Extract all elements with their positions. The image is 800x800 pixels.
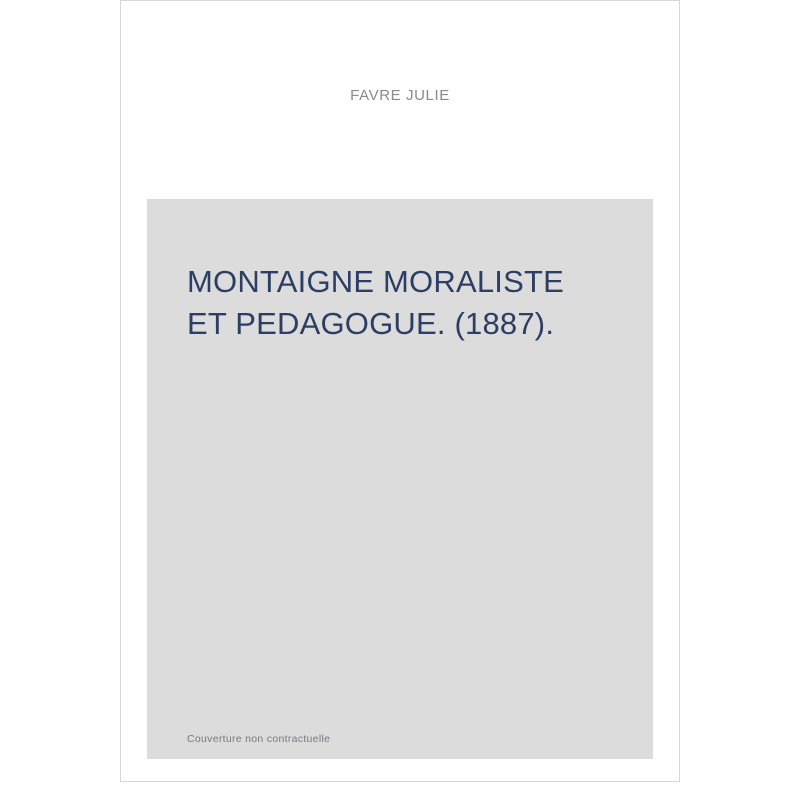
- author-name: FAVRE JULIE: [350, 87, 450, 104]
- cover-disclaimer: Couverture non contractuelle: [187, 733, 331, 745]
- book-title-line-2: ET PEDAGOGUE. (1887).: [187, 306, 555, 341]
- book-cover: [120, 0, 680, 782]
- title-block: [147, 199, 653, 759]
- book-title: [187, 261, 627, 345]
- book-title-line-1: MONTAIGNE MORALISTE: [187, 264, 564, 299]
